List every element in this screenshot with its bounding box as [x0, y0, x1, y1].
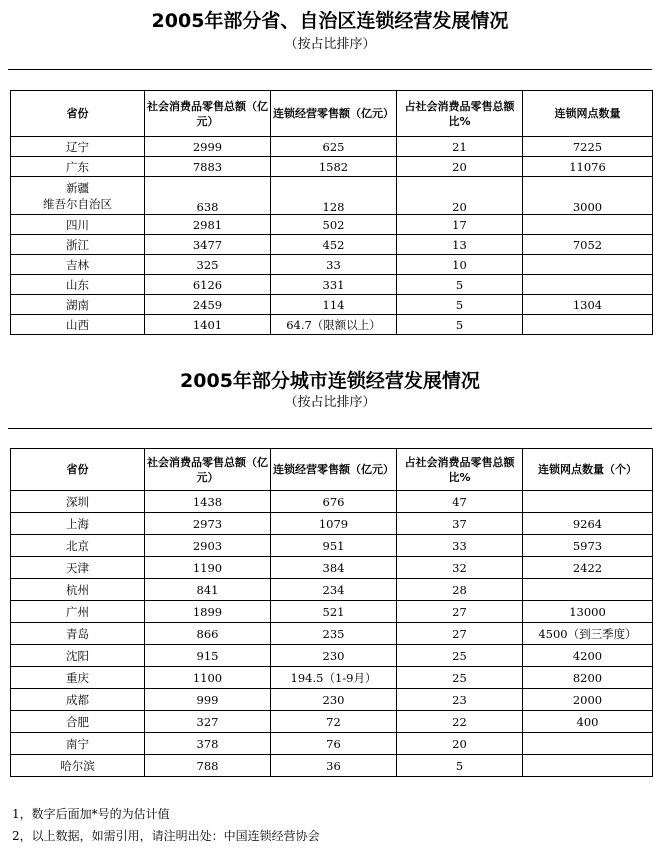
table-row — [11, 645, 653, 667]
table-row — [11, 295, 653, 315]
col-header-share: 占社会消费品零售总额比% — [397, 91, 523, 137]
outlets-cell: 3000 — [523, 177, 653, 215]
city-table — [10, 448, 653, 777]
col-header-share: 占社会消费品零售总额比% — [397, 449, 523, 491]
chain-sales-cell: 384 — [271, 557, 397, 579]
table-row — [11, 491, 653, 513]
chain-sales-cell: 1582 — [271, 157, 397, 177]
table-row — [11, 137, 653, 157]
chain-sales-cell: 64.7（限额以上） — [271, 315, 397, 335]
outlets-cell: 7225 — [523, 137, 653, 157]
share-cell: 17 — [397, 215, 523, 235]
outlets-cell: 11076 — [523, 157, 653, 177]
col-header-region: 省份 — [11, 91, 145, 137]
chain-sales-cell: 114 — [271, 295, 397, 315]
retail-total-cell: 7883 — [145, 157, 271, 177]
region-name: 广东 — [11, 157, 145, 177]
outlets-cell: 9264 — [523, 513, 653, 535]
col-header-outlets: 连锁网点数量（个） — [523, 449, 653, 491]
city-name: 成都 — [11, 689, 145, 711]
city-name: 北京 — [11, 535, 145, 557]
region-name: 辽宁 — [11, 137, 145, 157]
outlets-cell: 8200 — [523, 667, 653, 689]
city-name: 哈尔滨 — [11, 755, 145, 777]
retail-total-cell: 866 — [145, 623, 271, 645]
share-cell: 37 — [397, 513, 523, 535]
header-row — [11, 91, 653, 137]
outlets-cell — [523, 755, 653, 777]
region-name: 吉林 — [11, 255, 145, 275]
retail-total-cell: 3477 — [145, 235, 271, 255]
retail-total-cell: 2459 — [145, 295, 271, 315]
chain-sales-cell: 331 — [271, 275, 397, 295]
city-name: 上海 — [11, 513, 145, 535]
outlets-cell: 400 — [523, 711, 653, 733]
city-table-subtitle: （按占比排序） — [284, 395, 376, 410]
table-row — [11, 215, 653, 235]
outlets-cell — [523, 491, 653, 513]
retail-total-cell: 2999 — [145, 137, 271, 157]
retail-total-cell: 1899 — [145, 601, 271, 623]
share-cell: 13 — [397, 235, 523, 255]
col-header-city: 省份 — [11, 449, 145, 491]
retail-total-cell: 327 — [145, 711, 271, 733]
outlets-cell — [523, 215, 653, 235]
outlets-cell: 4500（到三季度） — [523, 623, 653, 645]
outlets-cell — [523, 579, 653, 601]
share-cell: 5 — [397, 755, 523, 777]
chain-sales-cell: 951 — [271, 535, 397, 557]
table-row — [11, 667, 653, 689]
share-cell: 20 — [397, 157, 523, 177]
province-table-subtitle: （按占比排序） — [284, 37, 376, 52]
region-name: 山西 — [11, 315, 145, 335]
table-row — [11, 689, 653, 711]
retail-total-cell: 1190 — [145, 557, 271, 579]
share-cell: 20 — [397, 177, 523, 215]
table-row — [11, 513, 653, 535]
share-cell: 25 — [397, 667, 523, 689]
chain-sales-cell: 234 — [271, 579, 397, 601]
table-row — [11, 275, 653, 295]
city-name: 重庆 — [11, 667, 145, 689]
table-row — [11, 177, 653, 215]
footnote: 2，以上数据，如需引用，请注明出处：中国连锁经营协会 — [12, 829, 320, 843]
outlets-cell: 1304 — [523, 295, 653, 315]
chain-sales-cell: 625 — [271, 137, 397, 157]
outlets-cell — [523, 315, 653, 335]
table-row — [11, 255, 653, 275]
footnotes — [12, 803, 320, 847]
province-table-title: 2005年部分省、自治区连锁经营发展情况 — [151, 10, 509, 32]
region-name: 新疆 维吾尔自治区 — [11, 177, 145, 215]
col-header-outlets: 连锁网点数量 — [523, 91, 653, 137]
retail-total-cell: 915 — [145, 645, 271, 667]
chain-sales-cell: 76 — [271, 733, 397, 755]
retail-total-cell: 325 — [145, 255, 271, 275]
chain-sales-cell: 36 — [271, 755, 397, 777]
retail-total-cell: 2981 — [145, 215, 271, 235]
share-cell: 25 — [397, 645, 523, 667]
table-row — [11, 557, 653, 579]
chain-sales-cell: 72 — [271, 711, 397, 733]
city-name: 深圳 — [11, 491, 145, 513]
share-cell: 22 — [397, 711, 523, 733]
chain-sales-cell: 1079 — [271, 513, 397, 535]
chain-sales-cell: 235 — [271, 623, 397, 645]
chain-sales-cell: 194.5（1-9月） — [271, 667, 397, 689]
outlets-cell: 2000 — [523, 689, 653, 711]
retail-total-cell: 638 — [145, 177, 271, 215]
chain-sales-cell: 230 — [271, 645, 397, 667]
footnote: 1，数字后面加*号的为估计值 — [12, 807, 170, 821]
share-cell: 21 — [397, 137, 523, 157]
chain-sales-cell: 521 — [271, 601, 397, 623]
chain-sales-cell: 33 — [271, 255, 397, 275]
share-cell: 5 — [397, 295, 523, 315]
outlets-cell: 7052 — [523, 235, 653, 255]
table-row — [11, 315, 653, 335]
retail-total-cell: 1401 — [145, 315, 271, 335]
table-row — [11, 601, 653, 623]
table-row — [11, 733, 653, 755]
province-table — [10, 90, 653, 335]
city-name: 杭州 — [11, 579, 145, 601]
share-cell: 20 — [397, 733, 523, 755]
retail-total-cell: 2903 — [145, 535, 271, 557]
table-row — [11, 623, 653, 645]
chain-sales-cell: 452 — [271, 235, 397, 255]
retail-total-cell: 6126 — [145, 275, 271, 295]
region-name: 山东 — [11, 275, 145, 295]
city-name: 广州 — [11, 601, 145, 623]
share-cell: 27 — [397, 601, 523, 623]
header-row — [11, 449, 653, 491]
outlets-cell — [523, 733, 653, 755]
chain-sales-cell: 128 — [271, 177, 397, 215]
share-cell: 23 — [397, 689, 523, 711]
city-name: 青岛 — [11, 623, 145, 645]
col-header-chain-sales: 连锁经营零售额（亿元） — [271, 449, 397, 491]
outlets-cell: 13000 — [523, 601, 653, 623]
share-cell: 10 — [397, 255, 523, 275]
col-header-retail-total: 社会消费品零售总额（亿元） — [145, 91, 271, 137]
section-divider — [8, 69, 652, 70]
share-cell: 32 — [397, 557, 523, 579]
share-cell: 47 — [397, 491, 523, 513]
section-divider — [8, 428, 652, 429]
chain-sales-cell: 502 — [271, 215, 397, 235]
outlets-cell — [523, 275, 653, 295]
table-row — [11, 579, 653, 601]
share-cell: 33 — [397, 535, 523, 557]
share-cell: 5 — [397, 315, 523, 335]
chain-sales-cell: 676 — [271, 491, 397, 513]
city-name: 南宁 — [11, 733, 145, 755]
city-table-title: 2005年部分城市连锁经营发展情况 — [180, 370, 480, 392]
outlets-cell: 4200 — [523, 645, 653, 667]
region-name: 浙江 — [11, 235, 145, 255]
col-header-retail-total: 社会消费品零售总额（亿元） — [145, 449, 271, 491]
retail-total-cell: 1438 — [145, 491, 271, 513]
share-cell: 27 — [397, 623, 523, 645]
city-name: 沈阳 — [11, 645, 145, 667]
region-name: 湖南 — [11, 295, 145, 315]
table-row — [11, 755, 653, 777]
outlets-cell: 5973 — [523, 535, 653, 557]
table-row — [11, 235, 653, 255]
table-row — [11, 535, 653, 557]
table-row — [11, 711, 653, 733]
outlets-cell: 2422 — [523, 557, 653, 579]
city-name: 天津 — [11, 557, 145, 579]
outlets-cell — [523, 255, 653, 275]
retail-total-cell: 1100 — [145, 667, 271, 689]
chain-sales-cell: 230 — [271, 689, 397, 711]
retail-total-cell: 841 — [145, 579, 271, 601]
retail-total-cell: 788 — [145, 755, 271, 777]
city-name: 合肥 — [11, 711, 145, 733]
region-name: 四川 — [11, 215, 145, 235]
col-header-chain-sales: 连锁经营零售额（亿元） — [271, 91, 397, 137]
table-row — [11, 157, 653, 177]
retail-total-cell: 378 — [145, 733, 271, 755]
share-cell: 5 — [397, 275, 523, 295]
retail-total-cell: 2973 — [145, 513, 271, 535]
share-cell: 28 — [397, 579, 523, 601]
retail-total-cell: 999 — [145, 689, 271, 711]
